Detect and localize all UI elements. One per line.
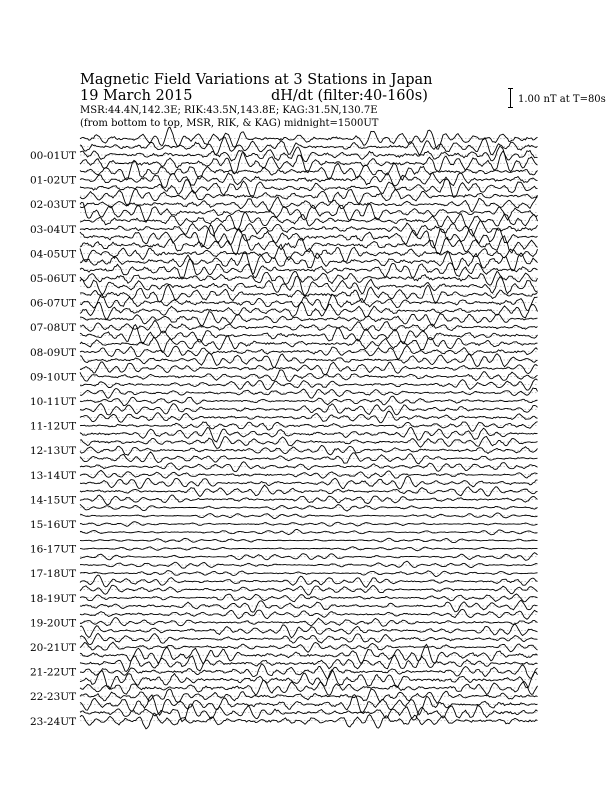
trace-kag (80, 529, 538, 534)
scale-bar-bottom-tick (508, 107, 513, 108)
chart-date: 19 March 2015 (80, 88, 193, 104)
trace-msr (80, 547, 538, 551)
trace-rik (80, 189, 538, 206)
scale-bar-label: 1.00 nT at T=80s (518, 94, 606, 105)
hour-row-label: 10-11UT (30, 396, 77, 408)
hour-row-label: 09-10UT (30, 371, 77, 384)
trace-msr (80, 345, 538, 359)
hour-row-label: 08-09UT (30, 346, 77, 359)
trace-rik (80, 437, 538, 449)
trace-rik (80, 633, 538, 644)
hour-row-label: 00-01UT (30, 150, 77, 162)
trace-rik (80, 561, 538, 568)
trace-msr (80, 495, 538, 505)
trace-rik (80, 388, 538, 398)
station-order-note: (from bottom to top, MSR, RIK, & KAG) midnight=1500UT (80, 118, 379, 129)
trace-kag (80, 452, 538, 464)
hour-row-label: 12-13UT (30, 445, 77, 458)
trace-msr (80, 370, 538, 382)
hour-row-label: 13-14UT (30, 469, 77, 482)
trace-msr (80, 470, 538, 478)
hour-row-label: 11-12UT (30, 420, 77, 433)
trace-rik (80, 259, 538, 279)
hour-row-label: 16-17UT (30, 543, 77, 556)
scale-bar-line (510, 88, 511, 108)
hour-row-label: 03-04UT (30, 223, 77, 236)
trace-msr (80, 244, 538, 261)
hour-row-label: 23-24UT (30, 715, 77, 728)
station-coordinates: MSR:44.4N,142.3E; RIK:43.5N,143.8E; KAG:31.5N,130.7E (80, 105, 378, 116)
hour-row-label: 19-20UT (30, 617, 77, 630)
amplitude-scale-bar (508, 86, 612, 110)
trace-rik (80, 285, 538, 303)
hour-row-label: 04-05UT (30, 248, 77, 261)
trace-rik (80, 538, 538, 542)
hour-row-label: 01-02UT (30, 174, 77, 187)
trace-rik (80, 335, 538, 351)
trace-msr (80, 571, 538, 577)
trace-msr (80, 146, 538, 162)
trace-msr (80, 320, 538, 333)
chart-title: Magnetic Field Variations at 3 Stations in Japan (80, 72, 433, 88)
chart-quantity: dH/dt (filter:40-160s) (271, 88, 428, 104)
trace-rik (80, 680, 538, 695)
hour-row-label: 21-22UT (30, 666, 77, 679)
trace-kag (80, 428, 538, 442)
trace-msr (80, 618, 538, 627)
hour-row-label: 06-07UT (30, 297, 77, 310)
hour-row-label: 20-21UT (30, 642, 77, 654)
trace-msr (80, 173, 538, 188)
trace-rik (80, 585, 538, 595)
trace-kag (80, 252, 538, 275)
hour-row-label: 05-06UT (30, 273, 77, 285)
hour-row-label: 15-16UT (30, 519, 77, 531)
trace-msr (80, 422, 538, 432)
hour-row-label: 22-23UT (30, 691, 77, 704)
trace-kag (80, 151, 538, 174)
hour-row-label: 17-18UT (30, 568, 77, 581)
trace-rik (80, 485, 538, 496)
trace-rik (80, 411, 538, 423)
hour-row-label: 02-03UT (30, 199, 77, 212)
hour-row-label: 18-19UT (30, 592, 77, 605)
trace-rik (80, 137, 538, 155)
hour-row-label: 14-15UT (30, 494, 77, 507)
chart-header (80, 72, 606, 132)
hour-row-label: 07-08UT (30, 322, 77, 335)
trace-kag (80, 553, 538, 561)
